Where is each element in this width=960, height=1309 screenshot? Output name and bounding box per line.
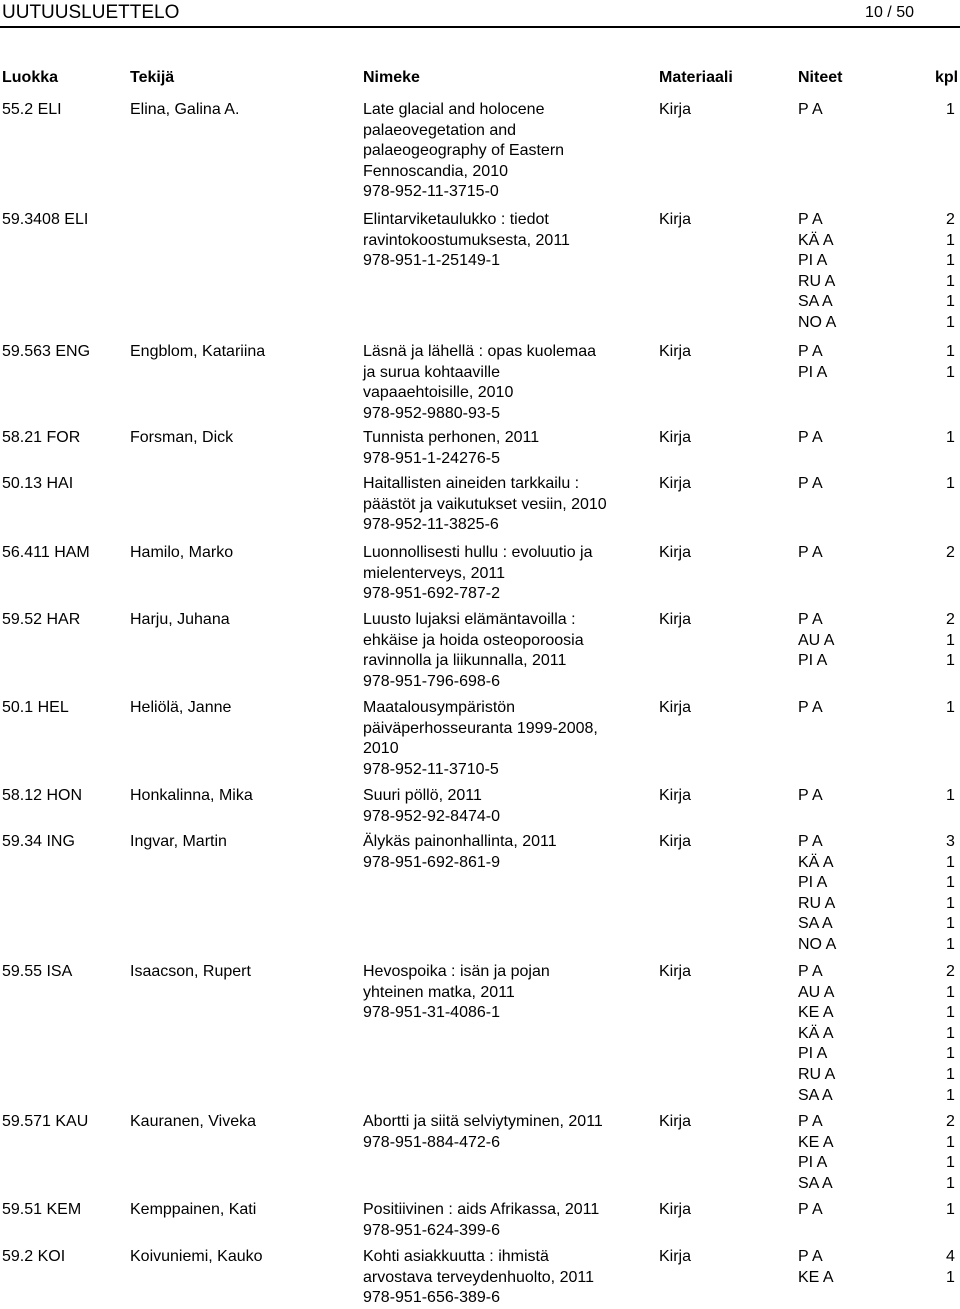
holding-location: P A: [798, 787, 823, 804]
holding-location: PI A: [798, 652, 828, 670]
entry-title-line: 978-952-11-3710-5: [363, 760, 499, 778]
entry-holdings-locations: [798, 1200, 823, 1221]
holding-location: KE A: [798, 1004, 834, 1022]
entry-holdings-counts: [946, 698, 955, 719]
entry-material: Kirja: [659, 343, 692, 360]
holding-location: PI A: [798, 1045, 828, 1063]
entry-title-line: Älykäs painonhallinta, 2011: [363, 833, 557, 850]
entry-title-line: 978-951-884-472-6: [363, 1133, 500, 1151]
entry-class: 59.52 HAR: [2, 611, 81, 628]
page-counter: [865, 2, 914, 24]
entry-material: Kirja: [659, 211, 692, 228]
holding-count: 2: [946, 963, 955, 980]
document-title: UUTUUSLUETTELO: [2, 2, 180, 23]
holding-location: P A: [798, 963, 823, 980]
holding-location: PI A: [798, 874, 828, 892]
page-header: [0, 0, 960, 26]
holding-location: SA A: [798, 1174, 833, 1192]
entry-title-line: 978-951-1-25149-1: [363, 252, 500, 270]
entry-title: [363, 1112, 653, 1153]
entry-title-line: ehkäise ja hoida osteoporoosia: [363, 631, 584, 649]
holding-location: AU A: [798, 631, 835, 649]
entry-holdings-counts: [946, 832, 955, 956]
holding-count: 1: [946, 252, 955, 270]
holding-count: 1: [946, 874, 955, 892]
page-number: 10: [865, 4, 883, 21]
holding-count: 1: [946, 1201, 955, 1218]
holding-location: P A: [798, 211, 823, 228]
column-header-material: Materiaali: [659, 69, 733, 86]
entry-class: 55.2 ELI: [2, 101, 62, 118]
entry-title: [363, 832, 653, 873]
entry-class: 59.563 ENG: [2, 343, 91, 360]
holding-count: 1: [946, 1174, 955, 1192]
holding-location: AU A: [798, 983, 835, 1001]
holding-location: P A: [798, 833, 823, 850]
holding-location: KE A: [798, 1133, 834, 1151]
holding-location: PI A: [798, 252, 828, 270]
holding-location: P A: [798, 1248, 823, 1265]
entry-title-line: 978-951-692-787-2: [363, 585, 500, 603]
holding-count: 1: [946, 1004, 955, 1022]
holding-location: KE A: [798, 1268, 834, 1286]
holding-count: 1: [946, 1086, 955, 1104]
entry-class: 59.51 KEM: [2, 1201, 82, 1218]
holding-location: P A: [798, 429, 823, 446]
holding-location: NO A: [798, 313, 837, 331]
holding-location: P A: [798, 1201, 823, 1218]
entry-material: Kirja: [659, 833, 692, 850]
entry-holdings-counts: [946, 610, 955, 672]
entry-holdings-counts: [946, 474, 955, 495]
holding-count: 1: [946, 475, 955, 492]
entry-holdings-counts: [946, 210, 955, 334]
entry-material: Kirja: [659, 963, 692, 980]
entry-title-line: Maatalousympäristön: [363, 699, 516, 716]
holding-count: 1: [946, 983, 955, 1001]
holding-count: 1: [946, 429, 955, 446]
entry-holdings-locations: [798, 1112, 834, 1194]
entry-author: Kauranen, Viveka: [130, 1113, 257, 1130]
entry-title: [363, 100, 653, 203]
entry-title-line: 978-951-624-399-6: [363, 1221, 500, 1239]
entry-material: Kirja: [659, 1248, 692, 1265]
holding-count: 1: [946, 699, 955, 716]
entry-holdings-counts: [946, 428, 955, 449]
entry-holdings-locations: [798, 342, 827, 383]
entry-holdings-locations: [798, 100, 823, 121]
holding-count: 1: [946, 343, 955, 360]
entry-title: [363, 210, 653, 272]
entry-class: 59.34 ING: [2, 833, 75, 850]
holding-location: P A: [798, 699, 823, 716]
entry-material: Kirja: [659, 101, 692, 118]
entry-holdings-locations: [798, 428, 823, 449]
holding-count: 1: [946, 272, 955, 290]
entry-title-line: Kohti asiakkuutta : ihmistä: [363, 1248, 549, 1265]
entry-title-line: Suuri pöllö, 2011: [363, 787, 482, 804]
page-total: 50: [896, 4, 914, 21]
page-separator: /: [887, 4, 892, 21]
holding-count: 1: [946, 787, 955, 804]
entry-holdings-locations: [798, 1247, 834, 1288]
column-header-notes: Niteet: [798, 69, 843, 86]
holding-location: P A: [798, 611, 823, 628]
holding-count: 1: [946, 652, 955, 670]
entry-holdings-counts: [946, 962, 955, 1106]
entry-author: Elina, Galina A.: [130, 101, 240, 118]
holding-location: KÄ A: [798, 1024, 834, 1042]
entry-title-line: palaeogeography of Eastern: [363, 142, 565, 160]
entry-title-line: Late glacial and holocene: [363, 101, 545, 118]
column-header-copies: kpl: [935, 69, 959, 86]
holding-count: 1: [946, 1268, 955, 1286]
entry-title: [363, 543, 653, 605]
entry-class: 50.13 HAI: [2, 475, 74, 492]
entry-title-line: 978-951-656-389-6: [363, 1289, 500, 1307]
entry-class: 58.12 HON: [2, 787, 83, 804]
entry-author: Heliölä, Janne: [130, 699, 232, 716]
entry-holdings-locations: [798, 786, 823, 807]
entry-author: Forsman, Dick: [130, 429, 234, 446]
holding-count: 1: [946, 915, 955, 933]
header-rule: [0, 26, 960, 28]
entry-title-line: 978-952-9880-93-5: [363, 404, 500, 422]
entry-class: 58.21 FOR: [2, 429, 81, 446]
entry-class: 56.411 HAM: [2, 544, 90, 561]
holding-count: 2: [946, 1113, 955, 1130]
holding-location: P A: [798, 1113, 823, 1130]
entry-title: [363, 1200, 653, 1241]
entry-material: Kirja: [659, 1201, 692, 1218]
holding-location: P A: [798, 101, 823, 118]
holding-count: 1: [946, 231, 955, 249]
holding-location: PI A: [798, 1154, 828, 1172]
entry-holdings-locations: [798, 210, 836, 334]
entry-title-line: Fennoscandia, 2010: [363, 162, 508, 180]
entry-holdings-locations: [798, 474, 823, 495]
entry-author: Koivuniemi, Kauko: [130, 1248, 263, 1265]
holding-count: 1: [946, 313, 955, 331]
holding-count: 2: [946, 211, 955, 228]
entry-class: 59.55 ISA: [2, 963, 73, 980]
holding-count: 1: [946, 631, 955, 649]
entry-material: Kirja: [659, 544, 692, 561]
holding-location: PI A: [798, 363, 828, 381]
entry-holdings-counts: [946, 1112, 955, 1194]
holding-location: SA A: [798, 915, 833, 933]
entry-title-line: yhteinen matka, 2011: [363, 983, 515, 1001]
entry-title-line: palaeovegetation and: [363, 121, 517, 139]
column-header-author: Tekijä: [130, 69, 175, 86]
entry-title-line: arvostava terveydenhuolto, 2011: [363, 1268, 594, 1286]
holding-count: 1: [946, 894, 955, 912]
entry-title-line: Luusto lujaksi elämäntavoilla :: [363, 611, 576, 628]
entry-title-line: ravinnolla ja liikunnalla, 2011: [363, 652, 567, 670]
holding-location: P A: [798, 544, 823, 561]
entry-author: Engblom, Katariina: [130, 343, 266, 360]
holding-count: 2: [946, 544, 955, 561]
holding-count: 1: [946, 1045, 955, 1063]
entry-holdings-locations: [798, 832, 836, 956]
entry-material: Kirja: [659, 475, 692, 492]
entry-title-line: Luonnollisesti hullu : evoluutio ja: [363, 544, 593, 561]
entry-title-line: 978-952-11-3715-0: [363, 183, 499, 201]
entry-title: [363, 610, 653, 692]
entry-holdings-counts: [946, 786, 955, 807]
holding-count: 1: [946, 1065, 955, 1083]
entry-material: Kirja: [659, 1113, 692, 1130]
entry-title-line: 978-952-11-3825-6: [363, 516, 499, 534]
entry-holdings-locations: [798, 962, 835, 1106]
entry-title-line: 978-951-796-698-6: [363, 672, 500, 690]
entry-title-line: Positiivinen : aids Afrikassa, 2011: [363, 1201, 600, 1218]
entry-title-line: Elintarviketaulukko : tiedot: [363, 211, 549, 228]
entry-title-line: 978-951-1-24276-5: [363, 449, 500, 467]
entry-title-line: mielenterveys, 2011: [363, 564, 505, 582]
entry-title: [363, 474, 653, 536]
holding-location: P A: [798, 475, 823, 492]
holding-count: 1: [946, 101, 955, 118]
entry-title-line: 2010: [363, 740, 399, 758]
entry-author: Isaacson, Rupert: [130, 963, 251, 980]
holding-location: RU A: [798, 1065, 836, 1083]
holding-location: P A: [798, 343, 823, 360]
column-header-title: Nimeke: [363, 69, 420, 86]
entry-author: Ingvar, Martin: [130, 833, 227, 850]
holding-location: NO A: [798, 935, 837, 953]
entry-author: Hamilo, Marko: [130, 544, 234, 561]
entry-material: Kirja: [659, 787, 692, 804]
holding-count: 1: [946, 1133, 955, 1151]
entry-author: Kemppainen, Kati: [130, 1201, 257, 1218]
entry-material: Kirja: [659, 699, 692, 716]
holding-count: 1: [946, 1024, 955, 1042]
entry-holdings-counts: [946, 1247, 955, 1288]
holding-location: KÄ A: [798, 853, 834, 871]
entry-title-line: 978-952-92-8474-0: [363, 807, 500, 825]
entry-title-line: Läsnä ja lähellä : opas kuolemaa: [363, 343, 597, 360]
entry-author: Honkalinna, Mika: [130, 787, 253, 804]
entry-holdings-counts: [946, 342, 955, 383]
entry-author: Harju, Juhana: [130, 611, 230, 628]
entry-holdings-locations: [798, 543, 823, 564]
holding-count: 1: [946, 293, 955, 311]
entry-title-line: Tunnista perhonen, 2011: [363, 429, 540, 446]
entry-class: 59.3408 ELI: [2, 211, 89, 228]
holding-location: SA A: [798, 293, 833, 311]
entry-title-line: 978-951-31-4086-1: [363, 1004, 500, 1022]
holding-count: 4: [946, 1248, 955, 1265]
entry-holdings-locations: [798, 698, 823, 719]
entry-holdings-counts: [946, 543, 955, 564]
entry-title-line: vapaaehtoisille, 2010: [363, 384, 514, 402]
entry-holdings-counts: [946, 1200, 955, 1221]
entry-title-line: Haitallisten aineiden tarkkailu :: [363, 475, 580, 492]
entry-class: 59.2 KOI: [2, 1248, 66, 1265]
holding-count: 1: [946, 935, 955, 953]
entry-title: [363, 962, 653, 1024]
entry-title-line: päiväperhosseuranta 1999-2008,: [363, 719, 598, 737]
entry-title-line: päästöt ja vaikutukset vesiin, 2010: [363, 495, 607, 513]
entry-title-line: ja surua kohtaaville: [363, 363, 500, 381]
entry-title-line: ravintokoostumuksesta, 2011: [363, 231, 570, 249]
entry-holdings-locations: [798, 610, 834, 672]
holding-location: KÄ A: [798, 231, 834, 249]
entry-material: Kirja: [659, 429, 692, 446]
entry-title: [363, 342, 653, 424]
holding-count: 1: [946, 363, 955, 381]
column-header-class: Luokka: [2, 69, 59, 86]
entry-title-line: Hevospoika : isän ja pojan: [363, 963, 550, 980]
entry-title: [363, 786, 653, 827]
entry-class: 50.1 HEL: [2, 699, 69, 716]
entry-material: Kirja: [659, 611, 692, 628]
holding-count: 2: [946, 611, 955, 628]
entry-class: 59.571 KAU: [2, 1113, 89, 1130]
entry-title: [363, 428, 653, 469]
holding-count: 3: [946, 833, 955, 850]
holding-count: 1: [946, 853, 955, 871]
entry-title: [363, 698, 653, 780]
entry-title-line: Abortti ja siitä selviytyminen, 2011: [363, 1113, 603, 1130]
entry-holdings-counts: [946, 100, 955, 121]
entry-title: [363, 1247, 653, 1309]
holding-location: RU A: [798, 894, 836, 912]
holding-location: SA A: [798, 1086, 833, 1104]
entry-title-line: 978-951-692-861-9: [363, 853, 500, 871]
holding-location: RU A: [798, 272, 836, 290]
holding-count: 1: [946, 1154, 955, 1172]
